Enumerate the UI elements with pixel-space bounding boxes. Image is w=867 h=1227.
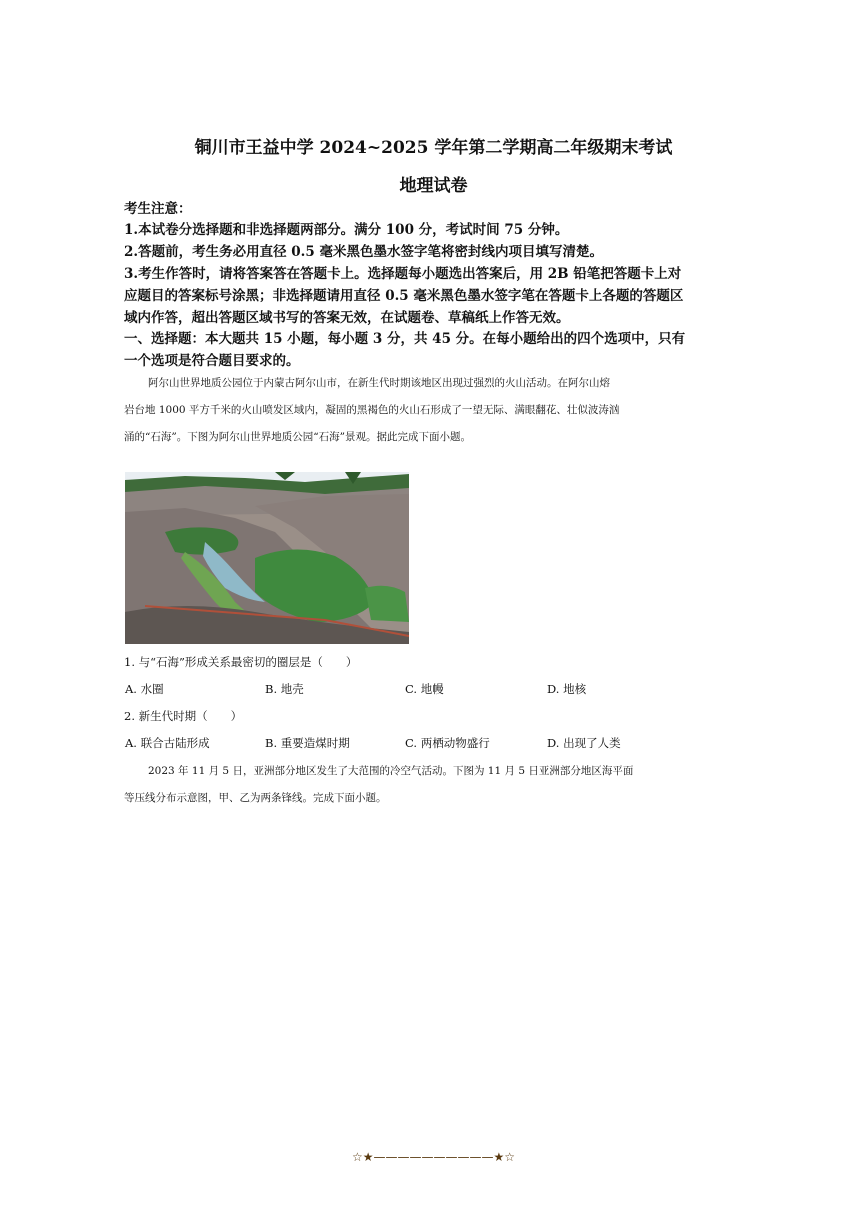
option-a: A. 联合古陆形成: [125, 736, 210, 750]
option-c: C. 两栖动物盛行: [405, 736, 490, 750]
question-stem: 2. 新生代时期（ ）: [124, 709, 243, 723]
notice-heading: 考生注意：: [124, 201, 192, 217]
page-footer-ornament: ☆★——————————★☆: [351, 1150, 516, 1164]
passage-line: 岩台地 1000 平方千米的火山喷发区域内，凝固的黑褐色的火山石形成了一望无际、满眼翻花、壮似波涛汹: [124, 404, 620, 416]
option-d: D. 地核: [547, 682, 587, 696]
passage-line: 等压线分布示意图，甲、乙为两条锋线。完成下面小题。: [124, 792, 387, 804]
stone-sea-landscape: [125, 472, 409, 644]
section-heading: 一、选择题：本大题共 15 小题，每小题 3 分，共 45 分。在每小题给出的四个选项中，只有: [124, 331, 686, 347]
question-stem: 1. 与“石海”形成关系最密切的圈层是（ ）: [124, 655, 358, 669]
option-c: C. 地幔: [405, 682, 444, 696]
option-a: A. 水圈: [125, 682, 164, 696]
notice-line: 2.答题前，考生务必用直径 0.5 毫米黑色墨水签字笔将密封线内项目填写清楚。: [124, 244, 603, 260]
exam-title: 铜川市王益中学 2024~2025 学年第二学期高二年级期末考试: [194, 138, 673, 158]
stone-sea-photo: [125, 472, 409, 644]
notice-line: 应题目的答案标号涂黑；非选择题请用直径 0.5 毫米黑色墨水签字笔在答题卡上各题的答题区: [124, 288, 684, 304]
notice-line: 1.本试卷分选择题和非选择题两部分。满分 100 分，考试时间 75 分钟。: [124, 222, 569, 238]
option-b: B. 地壳: [265, 682, 304, 696]
option-d: D. 出现了人类: [547, 736, 621, 750]
passage-line: 2023 年 11 月 5 日，亚洲部分地区发生了大范围的冷空气活动。下图为 11 月 5 日亚洲部分地区海平面: [148, 765, 634, 777]
passage-line: 涌的“石海”。下图为阿尔山世界地质公园“石海”景观。据此完成下面小题。: [124, 431, 471, 443]
passage-line: 阿尔山世界地质公园位于内蒙古阿尔山市，在新生代时期该地区出现过强烈的火山活动。在阿尔山熔: [148, 377, 610, 389]
option-b: B. 重要造煤时期: [265, 736, 350, 750]
exam-subtitle: 地理试卷: [399, 176, 468, 196]
notice-line: 域内作答，超出答题区域书写的答案无效，在试题卷、草稿纸上作答无效。: [124, 310, 570, 326]
section-heading: 一个选项是符合题目要求的。: [124, 353, 300, 369]
notice-line: 3.考生作答时，请将答案答在答题卡上。选择题每小题选出答案后，用 2B 铅笔把答题卡上对: [124, 266, 682, 282]
